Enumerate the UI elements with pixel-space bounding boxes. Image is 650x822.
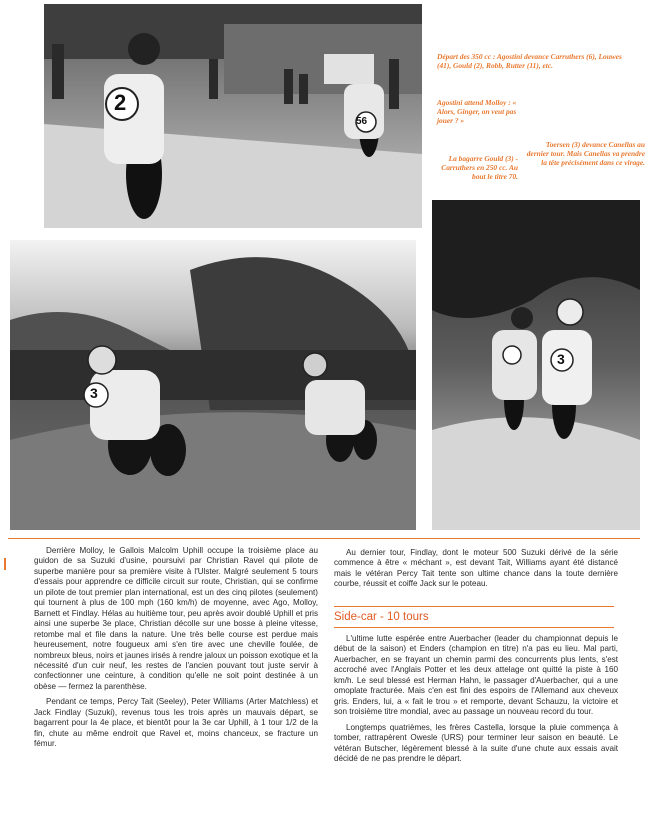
- heading-rule: [334, 627, 614, 628]
- section-heading-sidecar: Side-car - 10 tours: [334, 611, 429, 623]
- article-paragraph: Longtemps quatrièmes, les frères Castella, lorsque la pluie commença à tomber, rattrapèrent Owesle (URS) pour terminer leur saison en beauté. Le vétéran Butscher, légèrement blessé à la suite d'une chute aux essais avait décidé de ne pas prendre le départ.: [334, 722, 618, 763]
- caption-depart: Départ des 350 cc : Agostini devance Carruthers (6), Louwes (41), Gould (2), Robb, Rutter (11), etc.: [437, 52, 622, 70]
- article-paragraph: Derrière Molloy, le Gallois Malcolm Uphill occupe la troisième place au guidon de sa Suzuki d'usine, poursuivi par Christian Ravel qui pilote de superbe manière pour sa première visite à l'Ulster. Malgré seulement 5 tours d'essais pour apprendre ce difficile circuit sur route, Christian, qui se confirme un pilote de tout premier plan international, est un des cinq pilotes (seulement) qui tournent à plus de 100 mph (160 km/h) de moyenne, avec Ago, Molloy, Barnett et Findlay. Hélas au huitième tour, peu après avoir doublé Uphill et pris ainsi une superbe 3e place, Christian décolle sur une bosse à pleine vitesse, retombe mal et file dans la nature. Une très belle course est perdue mais heureusement, notre fougueux ami s'en tire avec une cheville foulée, de nombreux bleus, noirs et jaunes irisés à rendre jaloux un poisson exotique et la nécessité d'un cuir neuf, les restes de l'ancien pouvant tout juste servir à confectionner une ceinture, à condition qu'elle ne soit point destinée à un obèse — fermez la parenthèse.: [34, 546, 318, 691]
- article-paragraph: Au dernier tour, Findlay, dont le moteur 500 Suzuki dérivé de la série commence à être « méchant », est devant Tait, Williams ayant été distancé mais le vétéran Percy Tait tente son ultime chance dans la toute dernière courbe, réussit et coiffe Jack sur le poteau.: [334, 548, 618, 589]
- article-paragraph: L'ultime lutte espérée entre Auerbacher (leader du championnat depuis le début de la saison) et Enders (champion en titre) n'a pas eu lieu. Mal parti, Auerbacher, en se frayant un chemin parmi des concurrents plus lents, s'est accroché avec l'Anglais Potter et les deux attelage ont quitté la piste à 160 km/h. Le seul blessé est Herman Hahn, le passager d'Auerbacher, qui a une omoplate fracturée. Mais c'en est fini des espoirs de l'Allemand aux cheveux gris. Enders, lui, a « fait le trou » et remporte, devant Schauzu, la victoire et son troisième titre mondial, avec au passage un nouveau record du tour.: [334, 634, 618, 717]
- photo-depart-350cc: [44, 4, 422, 228]
- race-number: 2: [114, 90, 127, 115]
- caption-toersen: Toersen (3) devance Canellas au dernier tour. Mais Canellas va prendre la tête précisément dans ce virage.: [526, 140, 645, 167]
- article-paragraph: Pendant ce temps, Percy Tait (Seeley), Peter Williams (Arter Matchless) et Jack Findlay (Suzuki), revenus tous les trois après un mauvais départ, se bagarrent pour la 4e place, et bientôt pour la 3e car Uphill, à 1 tour 1/2 de la fin, chute au même endroit que Ravel et, moins chanceux, se fracture un fémur.: [34, 697, 318, 749]
- article-right-intro: [334, 548, 618, 595]
- divider-rule: [8, 538, 640, 539]
- race-number: 3: [557, 351, 565, 367]
- caption-agostini: Agostini attend Molloy : « Alors, Ginger, on veut pas jouer ? »: [437, 98, 517, 125]
- heading-rule: [334, 606, 614, 607]
- photo-toersen-canellas: [432, 200, 640, 530]
- race-number: 56: [356, 116, 368, 127]
- race-number: 3: [90, 385, 98, 401]
- article-right-column: [334, 634, 618, 769]
- margin-tick: [4, 558, 6, 570]
- photo-bagarre-250cc: [10, 240, 416, 530]
- caption-bagarre: La bagarre Gould (3) - Carruthers en 250 cc. Au bout le titre 70.: [441, 154, 518, 181]
- article-left-column: [34, 546, 318, 755]
